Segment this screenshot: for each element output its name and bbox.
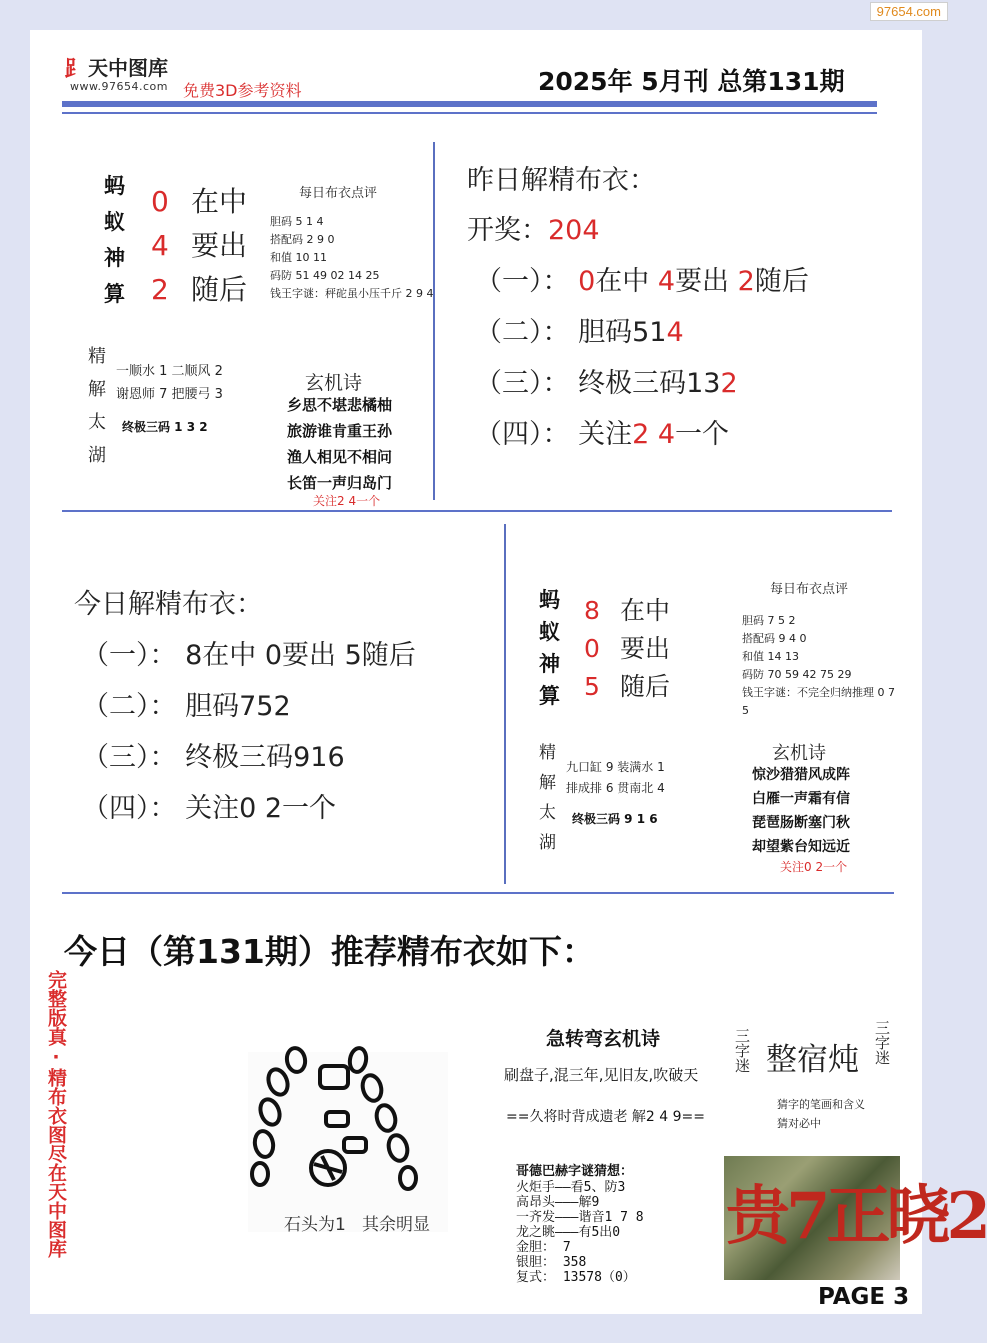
line-text: 终极三码13 <box>578 368 721 399</box>
card-label: 要出 <box>620 634 671 663</box>
card-label: 随后 <box>191 273 248 306</box>
picture-caption: 石头为1 其余明显 <box>284 1215 431 1235</box>
word-riddle-hint-2: 猜对必中 <box>777 1117 821 1130</box>
side-line: 谢恩师 7 把腰弓 3 <box>116 387 223 402</box>
poem-title: 玄机诗 <box>305 372 363 394</box>
poem-line: 乡思不堪悲橘柚 <box>287 396 393 414</box>
divider-horizontal-middle <box>62 510 892 512</box>
card-labels <box>191 180 247 312</box>
riddle-line: 复式： 13578（0） <box>516 1270 636 1285</box>
card-title-vertical <box>104 168 125 312</box>
review-line: 和值 10 11 <box>270 251 327 264</box>
card-title-char: 蚁 <box>539 619 560 644</box>
quick-poem-note: ==久将时背成遗老 解2 4 9== <box>506 1109 705 1125</box>
divider-vertical-top <box>433 142 435 500</box>
riddle-line: 一齐发———谐音1 7 8 <box>516 1210 644 1225</box>
review-line: 和值 14 13 <box>742 650 799 663</box>
poem-title: 玄机诗 <box>772 743 826 764</box>
poem-lines <box>752 763 850 859</box>
divider-horizontal-lower <box>62 892 894 894</box>
draw-value: 204 <box>548 215 600 246</box>
line-prefix: （四）： <box>475 419 570 450</box>
side-char: 精 <box>539 743 556 763</box>
poem-line: 却望紫台知远近 <box>752 839 850 855</box>
issue-title: 2025年 5月刊 总第131期 <box>538 67 845 96</box>
chain-stones-drawing <box>248 1052 448 1202</box>
word-riddle-center: 整宿炖 <box>766 1042 859 1078</box>
line-text: 胆码51 <box>578 317 667 348</box>
review-lines <box>742 612 898 720</box>
quick-poem-line: 刷盘子,混三年,见旧友,吹破天 <box>504 1066 699 1084</box>
review-lines <box>270 213 434 303</box>
card-title-vertical <box>539 584 560 712</box>
photo-image <box>724 1156 987 1280</box>
quick-poem-title: 急转弯玄机诗 <box>546 1028 661 1050</box>
side-char: 精 <box>88 346 106 367</box>
review-line: 搭配码 2 9 0 <box>270 233 335 246</box>
word-riddle-right: 三字迷 <box>873 1020 891 1065</box>
yesterday-title: 昨日解精布衣： <box>467 165 656 196</box>
review-line: 码防 70 59 42 75 29 <box>742 668 852 681</box>
today-card <box>508 570 898 890</box>
line-text: 随后 <box>754 266 809 297</box>
highlight-number: 4 <box>657 266 676 297</box>
header-rule-thin <box>62 112 877 114</box>
card-label: 在中 <box>191 185 248 218</box>
review-line: 码防 51 49 02 14 25 <box>270 269 380 282</box>
side-final: 终极三码 1 3 2 <box>122 420 208 434</box>
card-number: 5 <box>584 672 600 701</box>
side-char: 太 <box>88 412 106 433</box>
today-line-2: （二）： 胆码752 <box>82 691 291 722</box>
page-sheet <box>30 30 987 1314</box>
riddle-line: 金胆： 7 <box>516 1240 571 1255</box>
poem-line: 旅游谁肯重王孙 <box>287 422 393 440</box>
page-number: PAGE 3 <box>818 1284 910 1310</box>
riddle-line: 高昂头———解9 <box>516 1195 600 1210</box>
logo-url: www.97654.com <box>70 80 168 93</box>
highlight-number: 2 4 <box>632 419 676 450</box>
watermark-badge: 97654.com <box>870 2 948 21</box>
side-line: 一顺水 1 二顺风 2 <box>116 364 223 379</box>
riddle-line: 银胆： 358 <box>516 1255 587 1270</box>
draw-row <box>467 208 600 247</box>
line-text: 一个 <box>675 419 730 450</box>
side-final: 终极三码 9 1 6 <box>572 812 658 826</box>
word-riddle-left: 三字迷 <box>733 1028 751 1073</box>
line-prefix: （二）： <box>475 317 570 348</box>
highlight-number: 2 <box>737 266 755 297</box>
recommend-heading: 今日（第131期）推荐精布衣如下： <box>64 932 595 971</box>
line-text: 在中 <box>595 266 658 297</box>
card-label: 在中 <box>620 596 671 625</box>
logo-mark-icon: ⻊ <box>64 56 87 82</box>
card-numbers <box>584 592 600 706</box>
card-title-char: 算 <box>104 281 125 306</box>
review-line: 钱王字谜：不完全归纳推理 0 7 5 <box>742 686 895 717</box>
review-line: 胆码 5 1 4 <box>270 215 324 228</box>
logo-text: 天中图库 <box>88 56 168 80</box>
side-char: 解 <box>539 773 556 793</box>
header-tagline: 免费3D参考资料 <box>183 81 302 100</box>
side-title-vertical <box>88 340 106 472</box>
card-number: 0 <box>584 634 600 663</box>
riddle-block <box>516 1164 644 1285</box>
riddle-line: 龙之眺———有5出0 <box>516 1225 621 1240</box>
poem-line: 琵琶肠断塞门秋 <box>752 815 850 831</box>
line-text: 要出 <box>675 266 738 297</box>
poem-note: 关注0 2一个 <box>780 860 848 874</box>
poem-line: 惊沙猎猎风成阵 <box>752 767 850 783</box>
poem-line: 白雁一声霜有信 <box>752 791 850 807</box>
side-char: 湖 <box>539 833 556 853</box>
card-number: 4 <box>151 229 169 262</box>
card-numbers <box>151 180 169 312</box>
header-rule-thick <box>62 101 877 107</box>
today-title: 今日解精布衣： <box>74 589 263 620</box>
yesterday-line-3 <box>475 361 738 400</box>
card-title-char: 蚂 <box>104 173 125 198</box>
card-label: 要出 <box>191 229 248 262</box>
review-line: 钱王字谜：秤砣虽小压千斤 2 9 4 <box>270 287 434 300</box>
card-number: 0 <box>151 185 169 218</box>
draw-label: 开奖： <box>467 215 548 246</box>
today-line-4: （四）： 关注0 2一个 <box>82 793 337 824</box>
poem-note: 关注2 4一个 <box>313 494 381 508</box>
highlight-number: 0 <box>578 266 596 297</box>
card-label: 随后 <box>620 672 671 701</box>
yesterday-card <box>75 150 435 510</box>
yesterday-line-2 <box>475 310 684 349</box>
side-char: 解 <box>88 379 106 400</box>
side-line: 排成排 6 贯南北 4 <box>566 781 665 795</box>
line-prefix: （三）： <box>475 368 570 399</box>
today-line-3: （三）： 终极三码916 <box>82 742 345 773</box>
card-number: 8 <box>584 596 600 625</box>
picture-puzzle <box>248 1052 448 1235</box>
side-lines <box>116 360 223 406</box>
side-char: 太 <box>539 803 556 823</box>
photo-text: 贵7正晓2 <box>726 1179 987 1254</box>
divider-vertical-middle <box>504 524 506 884</box>
review-line: 胆码 7 5 2 <box>742 614 796 627</box>
side-title-vertical <box>539 738 556 858</box>
side-lines <box>566 757 665 799</box>
card-title-char: 蚂 <box>539 587 560 612</box>
side-vertical-note: 完整版真·精布衣图尽在天中图库 <box>45 970 67 1258</box>
riddle-line: 火炬手——看5、防3 <box>516 1180 626 1195</box>
highlight-number: 2 <box>720 368 738 399</box>
poem-line: 长笛一声归岛门 <box>287 474 393 492</box>
highlight-number: 4 <box>666 317 684 348</box>
yesterday-line-4 <box>475 412 729 451</box>
side-char: 湖 <box>88 445 106 466</box>
card-title-char: 算 <box>539 683 560 708</box>
line-text: 关注 <box>578 419 633 450</box>
card-title-char: 神 <box>104 245 125 270</box>
review-title: 每日布衣点评 <box>299 186 378 201</box>
poem-lines <box>287 392 392 496</box>
card-labels <box>620 592 670 706</box>
card-title-char: 神 <box>539 651 560 676</box>
review-title: 每日布衣点评 <box>770 582 849 597</box>
side-line: 九口缸 9 装满水 1 <box>566 760 665 774</box>
yesterday-line-1 <box>475 259 809 298</box>
word-riddle-hint-1: 猜字的笔画和含义 <box>777 1098 865 1111</box>
card-number: 2 <box>151 273 169 306</box>
card-title-char: 蚁 <box>104 209 125 234</box>
riddle-title: 哥德巴赫字谜猜想： <box>516 1164 634 1179</box>
line-prefix: （一）： <box>475 266 570 297</box>
today-line-1: （一）： 8在中 0要出 5随后 <box>82 640 416 671</box>
poem-line: 渔人相见不相问 <box>287 448 393 466</box>
review-line: 搭配码 9 4 0 <box>742 632 807 645</box>
